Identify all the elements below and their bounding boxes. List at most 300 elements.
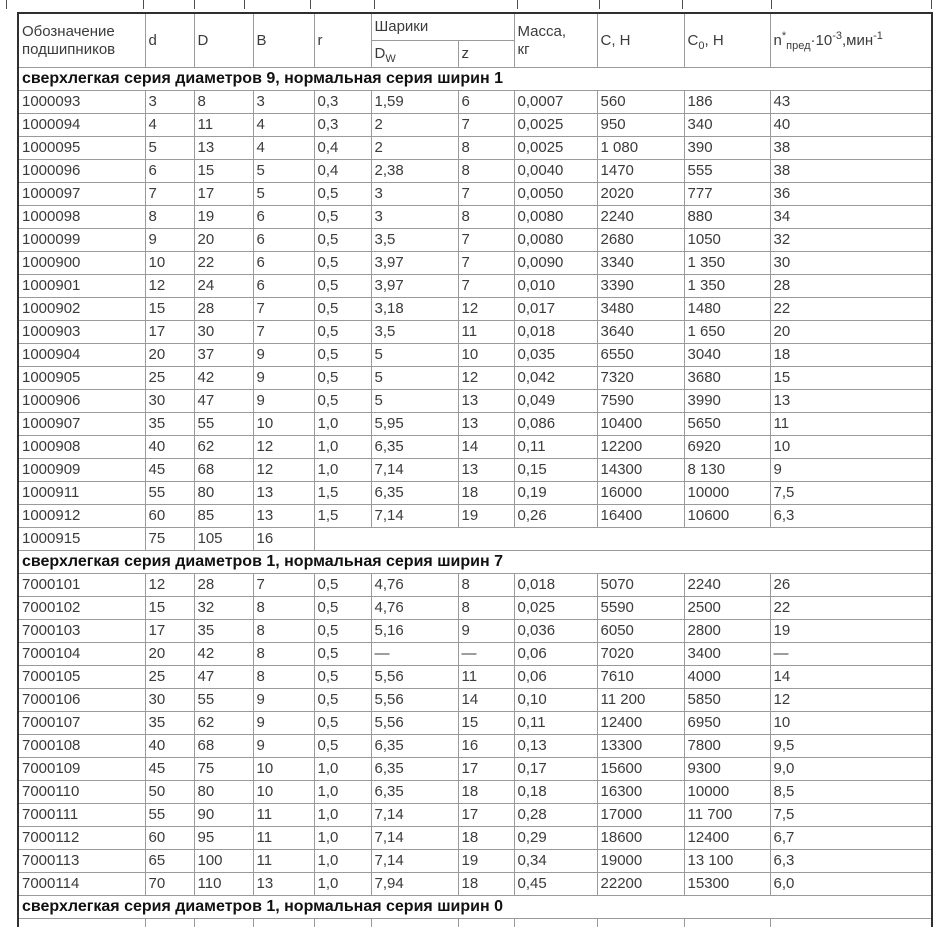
cell-D: 20 xyxy=(194,229,253,252)
cell-designation: 7000104 xyxy=(18,643,145,666)
cell-D: 47 xyxy=(194,666,253,689)
cell-B: 10 xyxy=(253,758,314,781)
cell-D: 95 xyxy=(194,827,253,850)
cell-c: 2240 xyxy=(597,206,684,229)
cell-B: 6 xyxy=(253,206,314,229)
cell-mass: 0,035 xyxy=(514,344,597,367)
cell-c: 11 200 xyxy=(597,689,684,712)
cell-c0: 15300 xyxy=(684,873,770,896)
cell-d xyxy=(145,919,194,927)
cell-r: 1,0 xyxy=(314,758,371,781)
cell-B: 13 xyxy=(253,482,314,505)
table-row xyxy=(18,183,932,206)
cell-D: 75 xyxy=(194,758,253,781)
cell-D: 30 xyxy=(194,321,253,344)
cell-mass: 0,036 xyxy=(514,620,597,643)
n-mid: ·10 xyxy=(810,31,833,49)
cell-mass: 0,0025 xyxy=(514,114,597,137)
cell-mass: 0,0050 xyxy=(514,183,597,206)
cell-r: 0,5 xyxy=(314,643,371,666)
cell-z: 16 xyxy=(458,735,514,758)
cell-D: 100 xyxy=(194,850,253,873)
cell-r xyxy=(314,919,371,927)
table-row xyxy=(18,643,932,666)
section-title: сверхлегкая серия диаметров 1, нормальная серия ширин 0 xyxy=(18,896,932,919)
cell-mass: 0,018 xyxy=(514,574,597,597)
cell-B: 6 xyxy=(253,229,314,252)
cell-designation xyxy=(18,919,145,927)
col-header-designation: Обозначение подшипников xyxy=(18,13,145,68)
cell-dw: 5 xyxy=(371,344,458,367)
table-row xyxy=(18,827,932,850)
cell-dw: 6,35 xyxy=(371,758,458,781)
cell-c0: 2800 xyxy=(684,620,770,643)
cell-r: 1,0 xyxy=(314,873,371,896)
cell-dw: 6,35 xyxy=(371,781,458,804)
cell-c0: 1480 xyxy=(684,298,770,321)
cell-B: 12 xyxy=(253,436,314,459)
cell-n-pred: 7,5 xyxy=(770,482,932,505)
cell-r: 0,5 xyxy=(314,689,371,712)
cell-n-pred: 15 xyxy=(770,367,932,390)
cell-r: 0,5 xyxy=(314,574,371,597)
n-unit: ,мин xyxy=(841,31,874,49)
cell-n-pred: 22 xyxy=(770,597,932,620)
c0-sub: 0 xyxy=(698,39,705,52)
cell-designation: 7000110 xyxy=(18,781,145,804)
table-row xyxy=(18,298,932,321)
cell-n-pred: 43 xyxy=(770,91,932,114)
cell-c: 3340 xyxy=(597,252,684,275)
cell-designation: 1000907 xyxy=(18,413,145,436)
cell-c0: 1 350 xyxy=(684,275,770,298)
cell-r: 0,5 xyxy=(314,183,371,206)
cell-d: 55 xyxy=(145,482,194,505)
cell-n-pred: 9,5 xyxy=(770,735,932,758)
table-row xyxy=(18,873,932,896)
cell-dw: 6,35 xyxy=(371,482,458,505)
cell-z: 14 xyxy=(458,689,514,712)
cell-D: 68 xyxy=(194,735,253,758)
cell-D: 37 xyxy=(194,344,253,367)
cell-dw: 5 xyxy=(371,390,458,413)
table-row xyxy=(18,574,932,597)
cell-mass: 0,042 xyxy=(514,367,597,390)
table-row xyxy=(18,459,932,482)
cell-z: — xyxy=(458,643,514,666)
cell-c0: 6920 xyxy=(684,436,770,459)
cell-dw: 7,14 xyxy=(371,459,458,482)
bearings-table xyxy=(17,12,933,927)
cell-dw: 5,56 xyxy=(371,666,458,689)
cell-B: 5 xyxy=(253,183,314,206)
table-row xyxy=(18,666,932,689)
cell-n-pred: 10 xyxy=(770,712,932,735)
cell-z: 7 xyxy=(458,183,514,206)
tick xyxy=(374,0,375,9)
n-sup-star: * xyxy=(781,29,787,42)
cell-n-pred: 9 xyxy=(770,459,932,482)
cell-designation: 1000915 xyxy=(18,528,145,551)
cell-r: 1,0 xyxy=(314,413,371,436)
mass-label-line1: Масса, xyxy=(517,22,567,40)
cell-d: 30 xyxy=(145,390,194,413)
cell-c0: 5850 xyxy=(684,689,770,712)
cell-d: 12 xyxy=(145,275,194,298)
cell-B: 11 xyxy=(253,850,314,873)
cell-c: 7020 xyxy=(597,643,684,666)
table-row xyxy=(18,137,932,160)
cell-c: 19000 xyxy=(597,850,684,873)
cell-c: 2020 xyxy=(597,183,684,206)
cell-c0: 5650 xyxy=(684,413,770,436)
cell-D: 22 xyxy=(194,252,253,275)
cell-mass: 0,17 xyxy=(514,758,597,781)
cell-r: 0,5 xyxy=(314,597,371,620)
cell-mass: 0,018 xyxy=(514,321,597,344)
cell-n-pred: 14 xyxy=(770,666,932,689)
col-header-c: C, Н xyxy=(597,13,684,68)
cell-c: 14300 xyxy=(597,459,684,482)
c0-base: C xyxy=(687,31,699,49)
cell-D: 15 xyxy=(194,160,253,183)
cell-D: 62 xyxy=(194,436,253,459)
cell-d: 60 xyxy=(145,827,194,850)
cell-dw: 3,97 xyxy=(371,275,458,298)
cell-c0: 10600 xyxy=(684,505,770,528)
cell-z: 11 xyxy=(458,666,514,689)
cell-d: 55 xyxy=(145,804,194,827)
cell-dw: 3,5 xyxy=(371,229,458,252)
cell-mass: 0,19 xyxy=(514,482,597,505)
table-row xyxy=(18,758,932,781)
cell-n-pred: 30 xyxy=(770,252,932,275)
cell-designation: 1000906 xyxy=(18,390,145,413)
cell-c0 xyxy=(684,919,770,927)
cell-D: 19 xyxy=(194,206,253,229)
cell-d: 30 xyxy=(145,689,194,712)
cell-r: 0,5 xyxy=(314,390,371,413)
cell-designation: 7000114 xyxy=(18,873,145,896)
cell-d: 20 xyxy=(145,344,194,367)
cell-d: 12 xyxy=(145,574,194,597)
cell-c: 7320 xyxy=(597,367,684,390)
table-row xyxy=(18,735,932,758)
cell-c0: 555 xyxy=(684,160,770,183)
cell-c: 17000 xyxy=(597,804,684,827)
cell-n-pred: 36 xyxy=(770,183,932,206)
cell-mass: 0,025 xyxy=(514,597,597,620)
cell-d: 15 xyxy=(145,298,194,321)
cell-c: 10400 xyxy=(597,413,684,436)
cell-z: 12 xyxy=(458,367,514,390)
table-row xyxy=(18,850,932,873)
cell-D: 55 xyxy=(194,689,253,712)
cell-z: 15 xyxy=(458,712,514,735)
n-sup-unit: -1 xyxy=(873,29,883,42)
cell-B: 7 xyxy=(253,321,314,344)
dw-sub: W xyxy=(385,53,396,65)
cell-c0: 880 xyxy=(684,206,770,229)
cell-mass: 0,13 xyxy=(514,735,597,758)
cell-r: 1,0 xyxy=(314,436,371,459)
cell-z: 8 xyxy=(458,574,514,597)
cell-c0: 2500 xyxy=(684,597,770,620)
cell-d: 45 xyxy=(145,459,194,482)
cell-D xyxy=(194,919,253,927)
cell-designation: 1000096 xyxy=(18,160,145,183)
cell-designation: 7000108 xyxy=(18,735,145,758)
cell-c: 950 xyxy=(597,114,684,137)
cell-d: 9 xyxy=(145,229,194,252)
cell-d: 25 xyxy=(145,666,194,689)
cell-mass: 0,0080 xyxy=(514,229,597,252)
cell-B: 6 xyxy=(253,275,314,298)
table-row xyxy=(18,620,932,643)
tick xyxy=(6,0,7,9)
cell-d: 7 xyxy=(145,183,194,206)
cell-B: 7 xyxy=(253,298,314,321)
cell-r: 1,5 xyxy=(314,482,371,505)
section-header-row xyxy=(18,896,932,919)
table-row xyxy=(18,597,932,620)
cell-c0: 3400 xyxy=(684,643,770,666)
cell-designation: 1000912 xyxy=(18,505,145,528)
col-header-r: r xyxy=(314,13,371,68)
cell-n-pred xyxy=(770,919,932,927)
table-row xyxy=(18,689,932,712)
cell-d: 5 xyxy=(145,137,194,160)
cell-r: 1,0 xyxy=(314,781,371,804)
clipped-bottom-row xyxy=(18,919,932,927)
tick xyxy=(682,0,683,9)
cell-mass: 0,06 xyxy=(514,666,597,689)
cell-n-pred: 6,7 xyxy=(770,827,932,850)
table-row xyxy=(18,804,932,827)
table-body xyxy=(18,68,932,927)
cell-designation: 7000109 xyxy=(18,758,145,781)
cell-c: 560 xyxy=(597,91,684,114)
cell-B: 12 xyxy=(253,459,314,482)
cell-D: 55 xyxy=(194,413,253,436)
cell-dw: 6,35 xyxy=(371,735,458,758)
cell-c: 16300 xyxy=(597,781,684,804)
cell-r: 1,0 xyxy=(314,827,371,850)
cell-c0: 340 xyxy=(684,114,770,137)
cell-c: 13300 xyxy=(597,735,684,758)
cell-z: 13 xyxy=(458,459,514,482)
cell-designation: 7000101 xyxy=(18,574,145,597)
cell-B: 5 xyxy=(253,160,314,183)
cell-B: 13 xyxy=(253,505,314,528)
cell-n-pred: — xyxy=(770,643,932,666)
cell-mass: 0,45 xyxy=(514,873,597,896)
cell-c: 2680 xyxy=(597,229,684,252)
cell-D: 47 xyxy=(194,390,253,413)
cell-c: 6550 xyxy=(597,344,684,367)
cell-d: 17 xyxy=(145,321,194,344)
cell-n-pred: 9,0 xyxy=(770,758,932,781)
cell-d: 25 xyxy=(145,367,194,390)
cell-mass: 0,086 xyxy=(514,413,597,436)
cell-r: 0,3 xyxy=(314,91,371,114)
cell-r: 0,5 xyxy=(314,275,371,298)
cell-z: 14 xyxy=(458,436,514,459)
cell-B: 11 xyxy=(253,827,314,850)
cell-r: 0,5 xyxy=(314,206,371,229)
cell-z: 7 xyxy=(458,114,514,137)
cell-d: 20 xyxy=(145,643,194,666)
cell-n-pred: 13 xyxy=(770,390,932,413)
cell-D: 62 xyxy=(194,712,253,735)
cell-c0: 1 350 xyxy=(684,252,770,275)
cell-mass: 0,06 xyxy=(514,643,597,666)
table-row xyxy=(18,413,932,436)
cell-d: 65 xyxy=(145,850,194,873)
cell-c0: 10000 xyxy=(684,781,770,804)
cell-mass: 0,18 xyxy=(514,781,597,804)
cell-B: 9 xyxy=(253,367,314,390)
cell-D: 80 xyxy=(194,482,253,505)
cell-r: 0,5 xyxy=(314,367,371,390)
cell-c: 3390 xyxy=(597,275,684,298)
cell-z: 17 xyxy=(458,804,514,827)
cell-c0: 390 xyxy=(684,137,770,160)
table-row xyxy=(18,321,932,344)
cell-r: 0,5 xyxy=(314,321,371,344)
cell-dw: 3,97 xyxy=(371,252,458,275)
cell-designation: 7000105 xyxy=(18,666,145,689)
n-sup-exp: -3 xyxy=(832,29,842,42)
mass-label-line2: кг xyxy=(517,40,530,58)
cell-r: 1,5 xyxy=(314,505,371,528)
cell-c0: 9300 xyxy=(684,758,770,781)
cell-dw: — xyxy=(371,643,458,666)
cell-n-pred: 6,0 xyxy=(770,873,932,896)
cell-z: 19 xyxy=(458,505,514,528)
cell-c0: 6950 xyxy=(684,712,770,735)
cell-r: 0,5 xyxy=(314,252,371,275)
section-header-row xyxy=(18,551,932,574)
cell-z: 8 xyxy=(458,206,514,229)
tick xyxy=(517,0,518,9)
cell-dw: 6,35 xyxy=(371,436,458,459)
cell-B: 7 xyxy=(253,574,314,597)
cell-n-pred: 40 xyxy=(770,114,932,137)
cell-mass: 0,017 xyxy=(514,298,597,321)
cell-B: 9 xyxy=(253,689,314,712)
table-row xyxy=(18,528,932,551)
cell-D: 80 xyxy=(194,781,253,804)
cell-d: 40 xyxy=(145,436,194,459)
section-title: сверхлегкая серия диаметров 1, нормальная серия ширин 7 xyxy=(18,551,932,574)
cell-r: 0,3 xyxy=(314,114,371,137)
cell-B: 10 xyxy=(253,413,314,436)
col-header-dw xyxy=(371,41,458,68)
col-header-mass xyxy=(514,13,597,68)
cell-designation: 1000093 xyxy=(18,91,145,114)
cell-n-pred: 28 xyxy=(770,275,932,298)
cell-dw: 7,94 xyxy=(371,873,458,896)
table-row xyxy=(18,390,932,413)
cell-c: 3480 xyxy=(597,298,684,321)
cell-mass: 0,0025 xyxy=(514,137,597,160)
cell-dw: 3,5 xyxy=(371,321,458,344)
cell-B: 9 xyxy=(253,712,314,735)
table-row xyxy=(18,252,932,275)
cell-n-pred: 22 xyxy=(770,298,932,321)
cell-B: 11 xyxy=(253,804,314,827)
cell-c: 7590 xyxy=(597,390,684,413)
cell-c0: 3680 xyxy=(684,367,770,390)
cell-dw: 2,38 xyxy=(371,160,458,183)
cell-D: 42 xyxy=(194,643,253,666)
cell-dw: 4,76 xyxy=(371,574,458,597)
cell-d: 17 xyxy=(145,620,194,643)
cell-dw: 3 xyxy=(371,183,458,206)
cell-c0: 777 xyxy=(684,183,770,206)
cell-c: 22200 xyxy=(597,873,684,896)
cell-z: 8 xyxy=(458,160,514,183)
cell-r: 0,5 xyxy=(314,229,371,252)
col-header-B: B xyxy=(253,13,314,68)
cell-designation: 1000094 xyxy=(18,114,145,137)
cell-mass: 0,0080 xyxy=(514,206,597,229)
cell-n-pred: 6,3 xyxy=(770,850,932,873)
cell-B: 8 xyxy=(253,620,314,643)
cell-B: 4 xyxy=(253,114,314,137)
cell-B: 8 xyxy=(253,597,314,620)
cell-dw: 5 xyxy=(371,367,458,390)
cell-dw: 5,56 xyxy=(371,689,458,712)
cell-dw: 7,14 xyxy=(371,850,458,873)
cell-d: 35 xyxy=(145,712,194,735)
cell-z: 6 xyxy=(458,91,514,114)
cell-z: 9 xyxy=(458,620,514,643)
c0-rest: , Н xyxy=(704,31,724,49)
cell-B xyxy=(253,919,314,927)
cell-z: 8 xyxy=(458,597,514,620)
cell-z: 11 xyxy=(458,321,514,344)
cell-mass: 0,34 xyxy=(514,850,597,873)
table-row xyxy=(18,482,932,505)
cell-mass: 0,0040 xyxy=(514,160,597,183)
cell-B: 9 xyxy=(253,735,314,758)
cell-designation: 1000095 xyxy=(18,137,145,160)
cell-z: 18 xyxy=(458,482,514,505)
cell-dw: 4,76 xyxy=(371,597,458,620)
table-row xyxy=(18,206,932,229)
n-base: n xyxy=(773,31,782,49)
cell-z: 13 xyxy=(458,390,514,413)
cell-r: 1,0 xyxy=(314,850,371,873)
cell-c0: 3040 xyxy=(684,344,770,367)
cell-B: 8 xyxy=(253,666,314,689)
cell-designation: 7000102 xyxy=(18,597,145,620)
cell-D: 110 xyxy=(194,873,253,896)
cell-c: 1 080 xyxy=(597,137,684,160)
tick xyxy=(143,0,144,9)
tick xyxy=(931,0,932,9)
cell-c0: 11 700 xyxy=(684,804,770,827)
cell-z: 17 xyxy=(458,758,514,781)
cell-d: 60 xyxy=(145,505,194,528)
cell-c: 16000 xyxy=(597,482,684,505)
cell-designation: 7000106 xyxy=(18,689,145,712)
cell-r: 0,5 xyxy=(314,712,371,735)
cell-r: 0,5 xyxy=(314,735,371,758)
cell-d: 4 xyxy=(145,114,194,137)
